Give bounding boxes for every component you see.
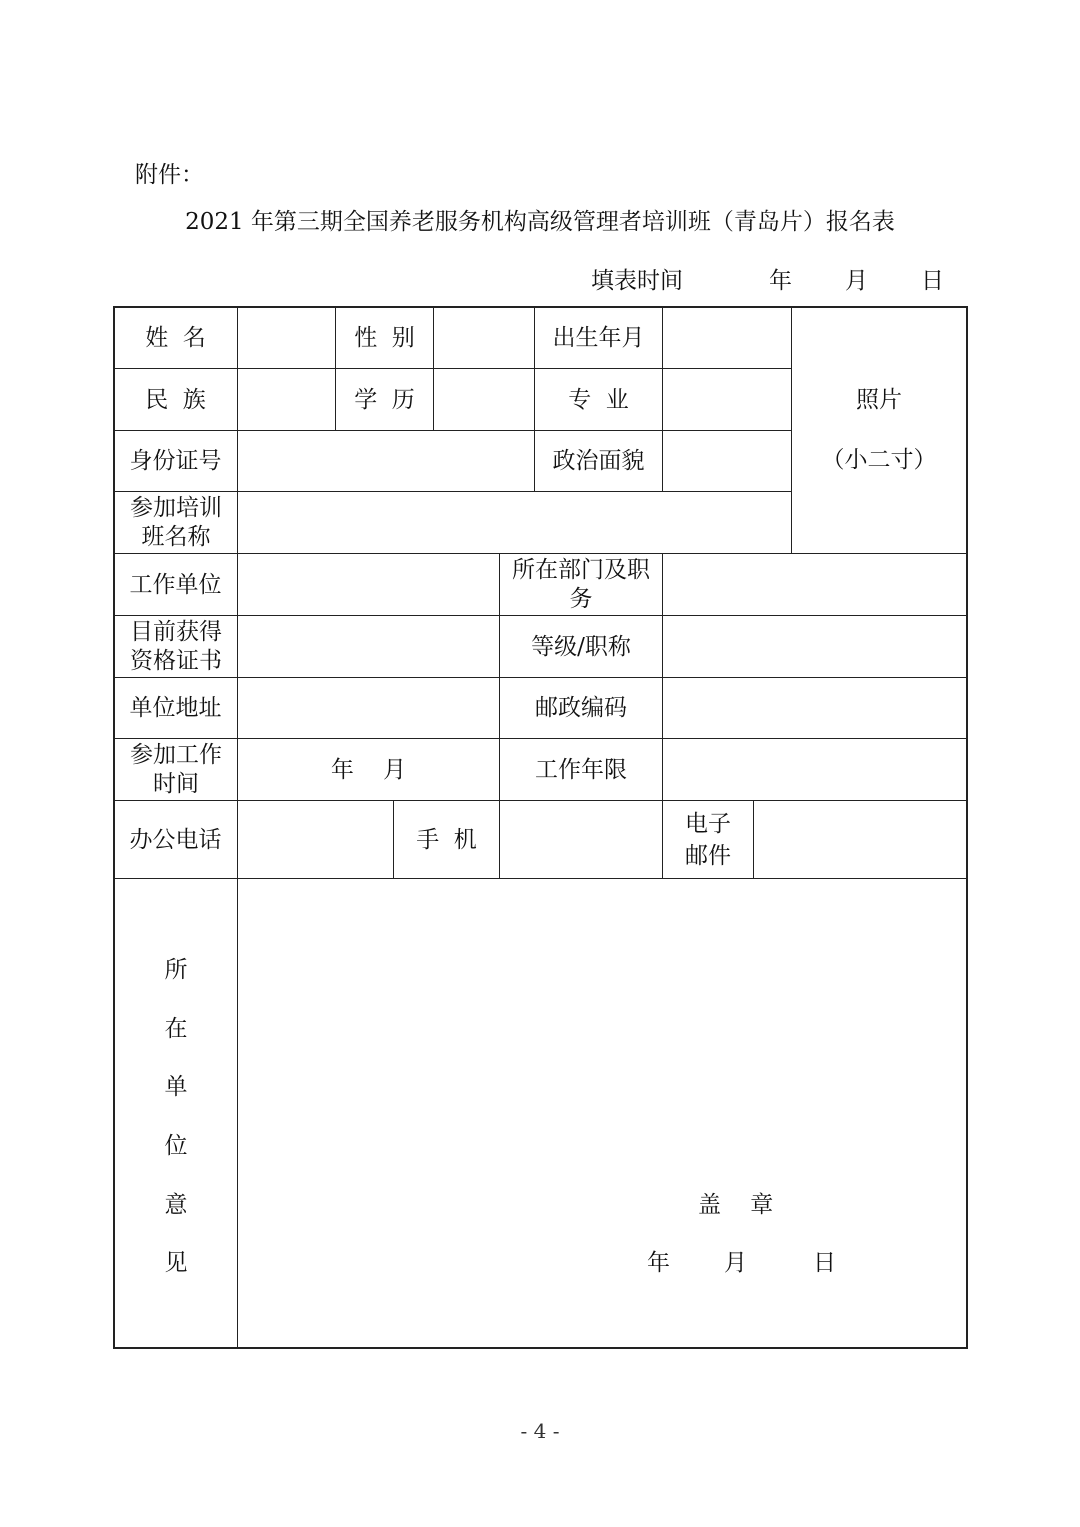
opinion-label-char: 见 xyxy=(164,1250,188,1276)
form-title: 2021 年第三期全国养老服务机构高级管理者培训班（青岛片）报名表 xyxy=(185,209,895,235)
seal-day: 日 xyxy=(813,1250,836,1276)
training-class-label: 参加培训班名称 xyxy=(130,494,222,550)
column-rule xyxy=(662,553,663,879)
work-start-label: 参加工作时间 xyxy=(130,741,222,797)
opinion-label-char: 所 xyxy=(164,957,188,983)
column-rule xyxy=(791,306,792,554)
major-label: 专 业 xyxy=(568,386,629,413)
work-start-value: 年 月 xyxy=(330,756,407,783)
table-border-bottom xyxy=(113,1347,968,1349)
fill-date-label: 填表时间 xyxy=(591,268,683,294)
id-number-label: 身份证号 xyxy=(129,448,222,474)
mobile-label: 手 机 xyxy=(416,826,477,853)
ethnicity-label: 民 族 xyxy=(145,386,206,413)
seal-label: 盖 章 xyxy=(698,1192,774,1218)
opinion-label-char: 单 xyxy=(164,1074,188,1100)
seal-year: 年 xyxy=(647,1250,670,1276)
photo-size-label: （小二寸） xyxy=(821,447,937,473)
table-border-right xyxy=(966,306,968,1349)
photo-label: 照片 xyxy=(856,387,902,413)
postcode-label: 邮政编码 xyxy=(535,695,627,721)
opinion-label-char: 位 xyxy=(164,1133,188,1159)
education-label: 学 历 xyxy=(354,386,415,413)
page-number: - 4 - xyxy=(520,1419,560,1443)
address-label: 单位地址 xyxy=(129,695,222,721)
certificate-label: 目前获得资格证书 xyxy=(130,618,222,674)
department-position-label: 所在部门及职务 xyxy=(512,556,650,612)
fill-date-month: 月 xyxy=(845,268,868,294)
email-label: 电子邮件 xyxy=(685,810,731,869)
opinion-label-char: 在 xyxy=(164,1016,188,1042)
political-status-label: 政治面貌 xyxy=(552,448,645,474)
column-rule xyxy=(753,800,754,879)
row-rule xyxy=(113,878,968,879)
row-rule xyxy=(113,800,968,801)
employer-label: 工作单位 xyxy=(129,571,222,598)
name-label: 姓 名 xyxy=(145,324,206,351)
office-phone-label: 办公电话 xyxy=(129,826,222,853)
birth-label: 出生年月 xyxy=(552,324,645,351)
gender-label: 性 别 xyxy=(354,324,415,351)
attachment-label: 附件： xyxy=(135,162,204,188)
opinion-label-char: 意 xyxy=(164,1192,188,1218)
grade-title-label: 等级/职称 xyxy=(531,633,631,660)
seal-month: 月 xyxy=(724,1250,747,1276)
work-years-label: 工作年限 xyxy=(535,756,627,783)
fill-date-year: 年 xyxy=(769,268,792,294)
column-rule xyxy=(662,306,663,492)
fill-date-day: 日 xyxy=(921,268,944,294)
column-rule xyxy=(433,306,434,430)
